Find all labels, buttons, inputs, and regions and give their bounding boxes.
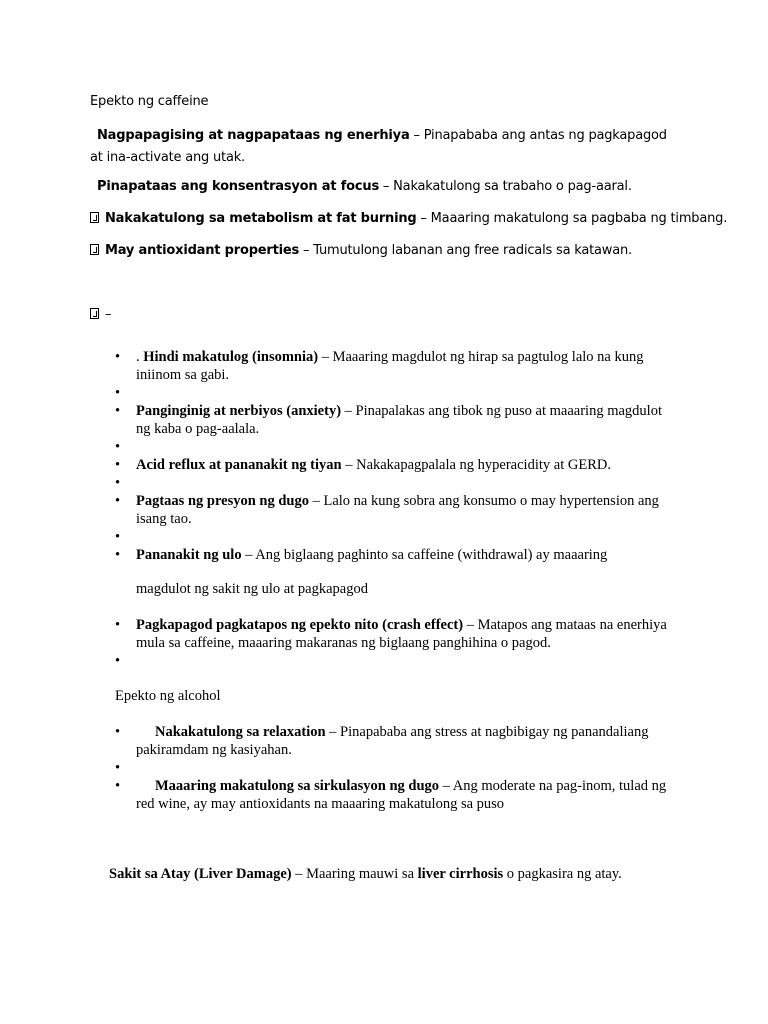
- benefit-title: Nagpapagising at nagpapataas ng enerhiya: [97, 128, 410, 143]
- effect-title: Panginginig at nerbiyos (anxiety): [136, 403, 342, 419]
- caffeine-effects-list: [115, 616, 675, 670]
- effect-title: Hindi makatulog (insomnia): [143, 349, 319, 365]
- liver-end: o pagkasira ng atay.: [503, 866, 622, 882]
- list-item: [115, 348, 675, 384]
- effect-desc: – Nakakapagpalala ng hyperacidity at GERD.: [341, 457, 611, 473]
- effect-desc: – Lalo na kung sobra ang konsumo o may hypertension ang isang tao.: [136, 493, 659, 527]
- benefit-desc: – Tumutulong labanan ang free radicals sa katawan.: [299, 243, 632, 258]
- missing-glyph-icon: [90, 308, 99, 319]
- benefit-desc: – Maaaring makatulong sa pagbaba ng timbang.: [416, 211, 728, 226]
- benefit-title: Pinapataas ang konsentrasyon at focus: [97, 179, 379, 194]
- dash-line: [90, 307, 111, 322]
- caffeine-benefit: [90, 211, 730, 226]
- alcohol-desc: – Ang moderate na pag-inom, tulad ng red wine, ay may antioxidants na maaaring makatulong sa puso: [136, 778, 667, 812]
- list-item: [115, 616, 675, 652]
- alcohol-title: Maaaring makatulong sa sirkulasyon ng dugo: [155, 778, 440, 794]
- alcohol-effects-list: [115, 723, 675, 813]
- missing-glyph-icon: [90, 244, 99, 255]
- benefit-desc: – Nakakatulong sa trabaho o pag-aaral.: [378, 179, 632, 194]
- effect-title: Acid reflux at pananakit ng tiyan: [136, 457, 342, 473]
- effect-continuation: magdulot ng sakit ng ulo at pagkapagod: [136, 581, 368, 597]
- empty-list-item: [115, 759, 675, 777]
- caffeine-effects-list: [115, 348, 675, 564]
- effect-desc: – Maaaring magdulot ng hirap sa pagtulog lalo na kung iniinom sa gabi.: [136, 349, 644, 383]
- empty-list-item: [115, 438, 675, 456]
- empty-list-item: [115, 384, 675, 402]
- missing-glyph-icon: [90, 212, 99, 223]
- effect-title: Pagkapagod pagkatapos ng epekto nito (crash effect): [136, 617, 464, 633]
- caffeine-benefit: [90, 243, 730, 258]
- liver-title: Sakit sa Atay (Liver Damage): [109, 866, 292, 882]
- caffeine-benefit: [90, 179, 690, 194]
- list-item: [115, 492, 675, 528]
- empty-list-item: [115, 652, 675, 670]
- benefit-desc: – Pinapababa ang antas ng pagkapagod at ina-activate ang utak.: [90, 128, 667, 165]
- effect-prefix: .: [136, 349, 144, 365]
- caffeine-heading: Epekto ng caffeine: [90, 94, 209, 109]
- benefit-title: May antioxidant properties: [105, 243, 300, 258]
- effect-desc: – Ang biglaang paghinto sa caffeine (withdrawal) ay maaaring: [241, 547, 608, 563]
- list-item: [115, 456, 675, 474]
- alcohol-desc: – Pinapababa ang stress at nagbibigay ng panandaliang pakiramdam ng kasiyahan.: [136, 724, 649, 758]
- list-item: [115, 723, 675, 759]
- caffeine-benefit: [90, 125, 670, 169]
- list-item: [115, 777, 675, 813]
- effect-title: Pagtaas ng presyon ng dugo: [136, 493, 309, 509]
- liver-bold: liver cirrhosis: [417, 866, 504, 882]
- list-item: [115, 546, 675, 564]
- liver-damage-line: [109, 866, 729, 883]
- liver-mid: – Maaring mauwi sa: [291, 866, 418, 882]
- empty-list-item: [115, 528, 675, 546]
- alcohol-title: Nakakatulong sa relaxation: [155, 724, 326, 740]
- list-item: [115, 402, 675, 438]
- benefit-title: Nakakatulong sa metabolism at fat burning: [105, 211, 417, 226]
- effect-desc: – Matapos ang mataas na enerhiya mula sa caffeine, maaaring makaranas ng biglaang panghihina o pagod.: [136, 617, 667, 651]
- alcohol-heading: Epekto ng alcohol: [115, 688, 221, 704]
- effect-desc: – Pinapalakas ang tibok ng puso at maaaring magdulot ng kaba o pag-aalala.: [136, 403, 662, 437]
- empty-list-item: [115, 474, 675, 492]
- dash-text: –: [105, 307, 112, 322]
- effect-title: Pananakit ng ulo: [136, 547, 242, 563]
